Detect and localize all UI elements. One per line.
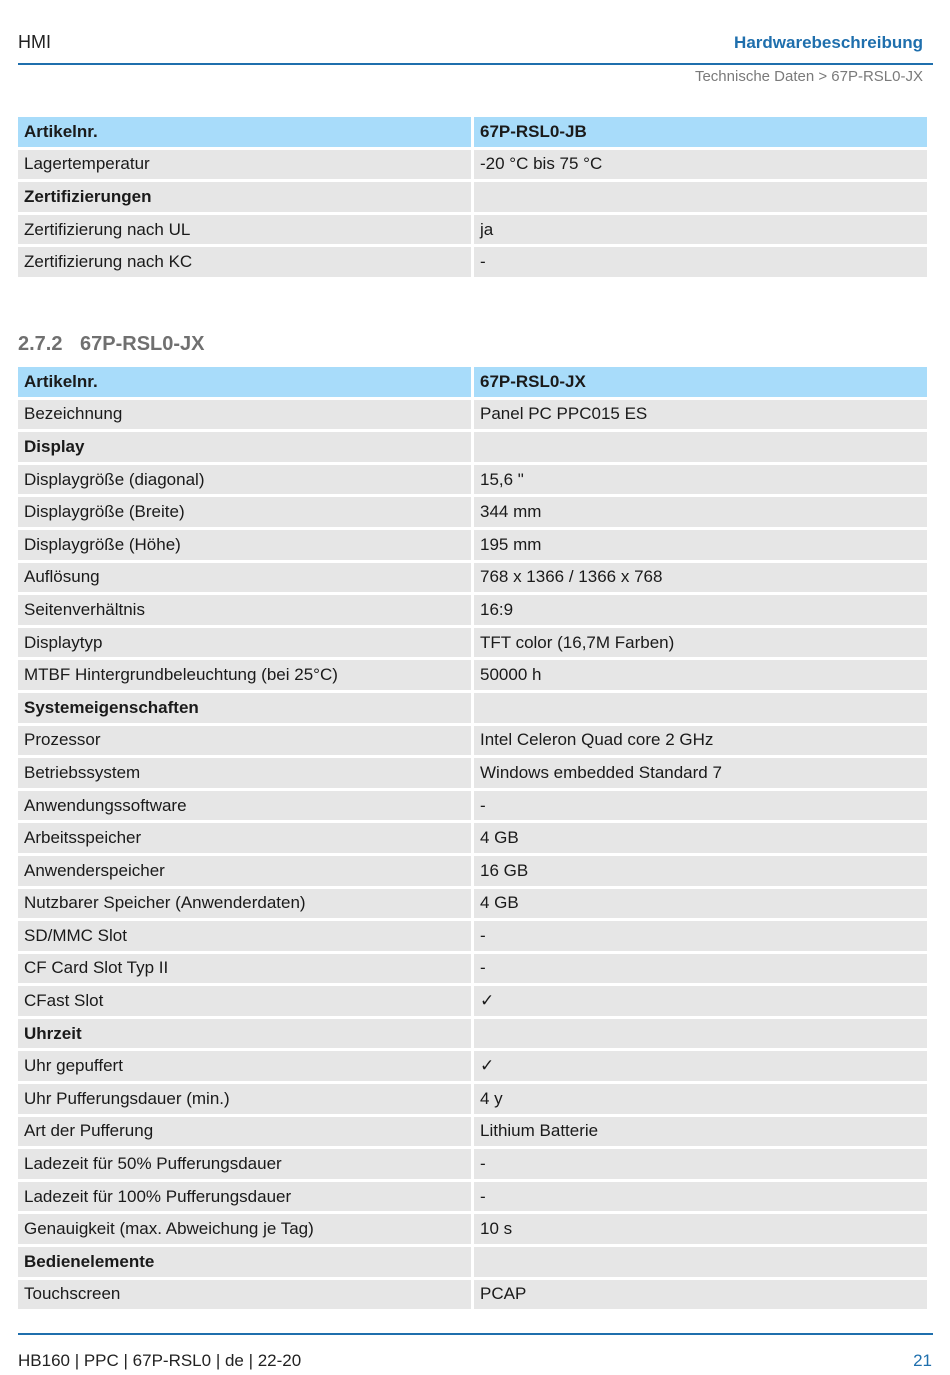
spec-label: SD/MMC Slot (18, 921, 471, 951)
spec-value: 15,6 " (474, 465, 927, 495)
spec-label: Displaytyp (18, 628, 471, 658)
spec-label: Auflösung (18, 563, 471, 593)
spec-value: ✓ (474, 986, 927, 1016)
section-number: 2.7.2 (18, 333, 63, 355)
spec-label: Bezeichnung (18, 400, 471, 430)
spec-label: Zertifizierungen (18, 182, 471, 212)
spec-label: Artikelnr. (18, 367, 471, 397)
spec-label: Lagertemperatur (18, 150, 471, 180)
header-divider (18, 63, 933, 65)
table-row (18, 595, 927, 625)
table-group-row (18, 432, 927, 462)
spec-value: -20 °C bis 75 °C (474, 150, 927, 180)
spec-label: Zertifizierung nach UL (18, 215, 471, 245)
spec-label: Uhr gepuffert (18, 1051, 471, 1081)
header-chapter: Hardwarebeschreibung (734, 33, 923, 52)
spec-value (474, 182, 927, 212)
table-row (18, 1182, 927, 1212)
spec-value: 67P-RSL0-JB (474, 117, 927, 147)
table-row (18, 856, 927, 886)
table-row (18, 889, 927, 919)
spec-label: Genauigkeit (max. Abweichung je Tag) (18, 1214, 471, 1244)
table-row (18, 530, 927, 560)
spec-label: Anwendungssoftware (18, 791, 471, 821)
table-group-row (18, 1247, 927, 1277)
table-row (18, 1117, 927, 1147)
spec-value: - (474, 921, 927, 951)
table-row (18, 823, 927, 853)
spec-value: - (474, 1149, 927, 1179)
table-header-row (18, 367, 927, 397)
spec-label: Bedienelemente (18, 1247, 471, 1277)
spec-label: Zertifizierung nach KC (18, 247, 471, 277)
spec-value: TFT color (16,7M Farben) (474, 628, 927, 658)
table-row (18, 1280, 927, 1310)
header-product: HMI (18, 32, 51, 52)
spec-value: - (474, 954, 927, 984)
table-row (18, 660, 927, 690)
table-row (18, 1149, 927, 1179)
spec-value: ja (474, 215, 927, 245)
table-row (18, 921, 927, 951)
spec-value: 10 s (474, 1214, 927, 1244)
spec-label: Systemeigenschaften (18, 693, 471, 723)
spec-label: Artikelnr. (18, 117, 471, 147)
table-row (18, 215, 927, 245)
table-row (18, 497, 927, 527)
table-group-row (18, 1019, 927, 1049)
table-row (18, 563, 927, 593)
page-number: 21 (913, 1351, 932, 1370)
spec-value: PCAP (474, 1280, 927, 1310)
spec-value: 50000 h (474, 660, 927, 690)
spec-value: 16:9 (474, 595, 927, 625)
spec-label: CF Card Slot Typ II (18, 954, 471, 984)
table-row (18, 1214, 927, 1244)
spec-table-jx (15, 364, 930, 1312)
section-title: 67P-RSL0-JX (80, 333, 205, 355)
spec-value: 768 x 1366 / 1366 x 768 (474, 563, 927, 593)
table-row (18, 465, 927, 495)
spec-value: - (474, 791, 927, 821)
spec-value (474, 1247, 927, 1277)
spec-value: Intel Celeron Quad core 2 GHz (474, 726, 927, 756)
table-row (18, 400, 927, 430)
spec-label: Seitenverhältnis (18, 595, 471, 625)
spec-value: Panel PC PPC015 ES (474, 400, 927, 430)
table-group-row (18, 693, 927, 723)
spec-label: Ladezeit für 50% Pufferungsdauer (18, 1149, 471, 1179)
spec-value: 4 GB (474, 823, 927, 853)
spec-value: Lithium Batterie (474, 1117, 927, 1147)
spec-value (474, 432, 927, 462)
spec-value: 4 y (474, 1084, 927, 1114)
spec-label: Displaygröße (Breite) (18, 497, 471, 527)
spec-label: Display (18, 432, 471, 462)
table-row (18, 1084, 927, 1114)
section-heading (18, 333, 205, 356)
spec-label: Uhr Pufferungsdauer (min.) (18, 1084, 471, 1114)
spec-label: Ladezeit für 100% Pufferungsdauer (18, 1182, 471, 1212)
spec-value: - (474, 1182, 927, 1212)
breadcrumb: Technische Daten > 67P-RSL0-JX (694, 68, 923, 85)
table-row (18, 986, 927, 1016)
spec-value (474, 1019, 927, 1049)
spec-value: - (474, 247, 927, 277)
footer-doc-id: HB160 | PPC | 67P-RSL0 | de | 22-20 (18, 1351, 302, 1370)
table-row (18, 954, 927, 984)
table-row (18, 791, 927, 821)
spec-label: Uhrzeit (18, 1019, 471, 1049)
table-row (18, 150, 927, 180)
spec-label: Touchscreen (18, 1280, 471, 1310)
spec-label: Arbeitsspeicher (18, 823, 471, 853)
table-row (18, 726, 927, 756)
spec-value (474, 693, 927, 723)
spec-label: Displaygröße (diagonal) (18, 465, 471, 495)
spec-table-jb (15, 114, 930, 280)
spec-label: Displaygröße (Höhe) (18, 530, 471, 560)
spec-value: 195 mm (474, 530, 927, 560)
spec-label: Anwenderspeicher (18, 856, 471, 886)
spec-value: ✓ (474, 1051, 927, 1081)
spec-label: Prozessor (18, 726, 471, 756)
footer-divider (18, 1333, 933, 1335)
spec-value: 4 GB (474, 889, 927, 919)
spec-label: MTBF Hintergrundbeleuchtung (bei 25°C) (18, 660, 471, 690)
table-row (18, 758, 927, 788)
spec-label: CFast Slot (18, 986, 471, 1016)
table-row (18, 247, 927, 277)
spec-value: 344 mm (474, 497, 927, 527)
spec-value: Windows embedded Standard 7 (474, 758, 927, 788)
table-header-row (18, 117, 927, 147)
spec-label: Art der Pufferung (18, 1117, 471, 1147)
spec-label: Nutzbarer Speicher (Anwenderdaten) (18, 889, 471, 919)
table-group-row (18, 182, 927, 212)
table-row (18, 628, 927, 658)
spec-label: Betriebssystem (18, 758, 471, 788)
spec-value: 16 GB (474, 856, 927, 886)
table-row (18, 1051, 927, 1081)
spec-value: 67P-RSL0-JX (474, 367, 927, 397)
